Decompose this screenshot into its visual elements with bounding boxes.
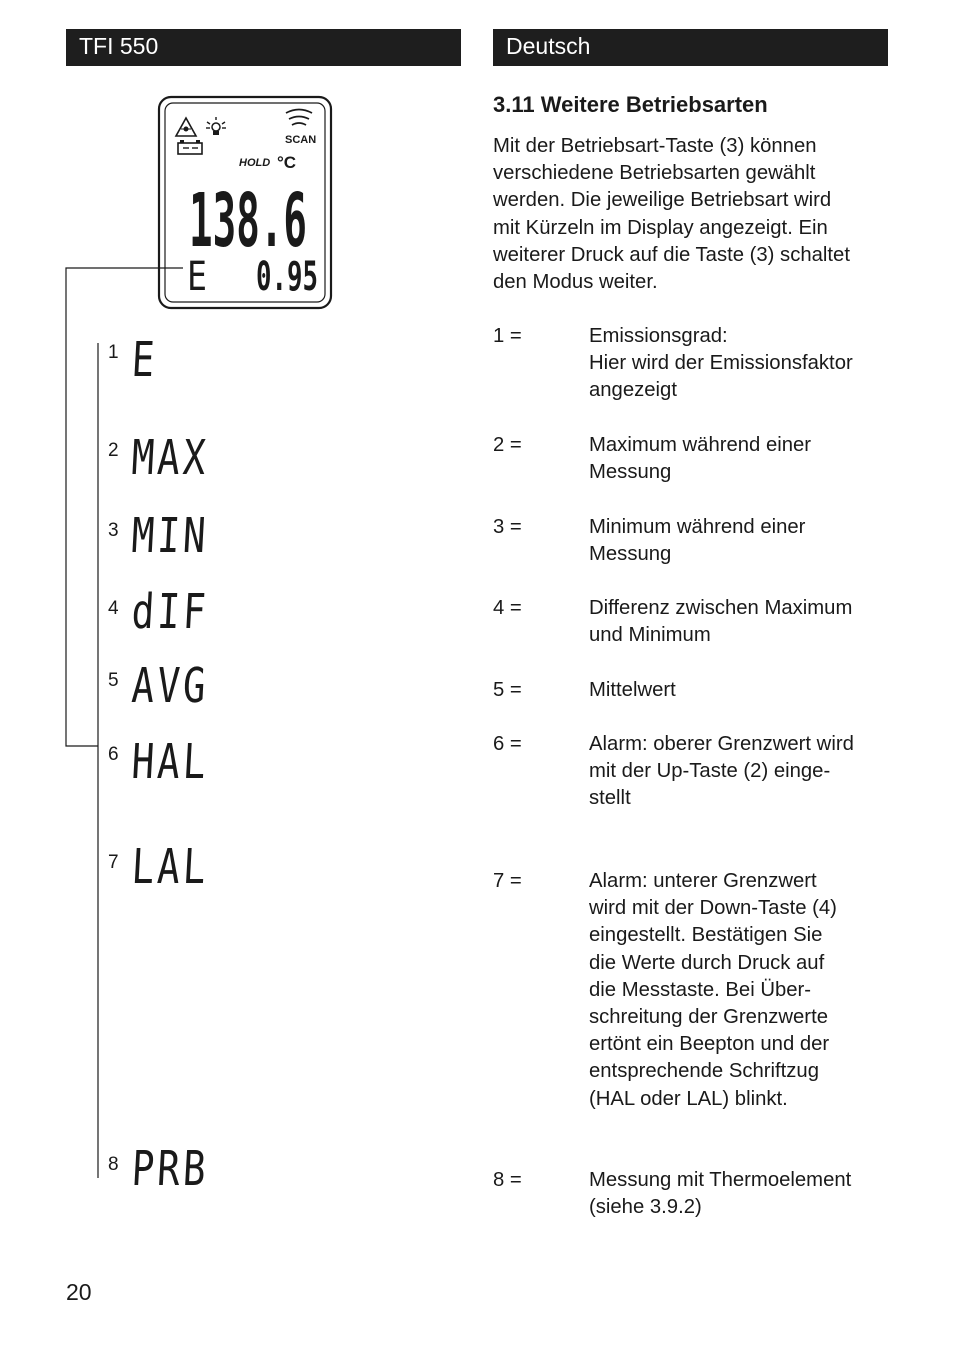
- mode-code-number: 1: [108, 342, 119, 363]
- mode-description-line: Mittelwert: [589, 679, 676, 701]
- mode-number: 1 =: [493, 325, 522, 347]
- mode-code-dif: dIF: [130, 584, 211, 640]
- mode-description-line: (siehe 3.9.2): [589, 1196, 702, 1219]
- header-language: Deutsch: [493, 29, 888, 66]
- page-number: 20: [66, 1279, 92, 1305]
- intro-paragraph: [493, 133, 888, 296]
- mode-code-number: 4: [108, 598, 119, 619]
- mode-description: [589, 677, 889, 704]
- mode-number: 8 =: [493, 1169, 522, 1191]
- mode-diagram: [0, 0, 470, 1230]
- lcd-display: [0, 0, 470, 1230]
- display-mode-code: E: [187, 254, 207, 300]
- intro-line: weiterer Druck auf die Taste (3) schaltet: [493, 243, 850, 266]
- mode-number: 3 =: [493, 516, 522, 538]
- mode-code-number: 7: [108, 852, 119, 873]
- mode-number: 6 =: [493, 733, 522, 755]
- mode-description-line: Maximum während einer: [589, 434, 812, 456]
- mode-code-avg: AVG: [130, 658, 211, 714]
- mode-number: 7 =: [493, 870, 522, 892]
- mode-description: [589, 731, 889, 813]
- mode-description-line: ertönt ein Beepton und der: [589, 1033, 830, 1056]
- intro-line: Mit der Betriebsart-Taste (3) können: [493, 135, 817, 157]
- mode-code-hal: HAL: [130, 734, 211, 790]
- unit-label: °C: [277, 153, 297, 172]
- laser-warning-icon: [176, 118, 196, 136]
- mode-number: 4 =: [493, 597, 522, 619]
- light-icon: [206, 117, 226, 135]
- mode-description-line: Alarm: oberer Grenzwert wird: [589, 733, 854, 755]
- intro-line: den Modus weiter.: [493, 271, 658, 294]
- hold-label: HOLD: [239, 157, 271, 169]
- mode-code-number: 5: [108, 670, 119, 691]
- mode-code-lal: LAL: [130, 839, 211, 895]
- mode-description-line: Messung mit Thermoelement: [589, 1169, 852, 1191]
- mode-description-line: Hier wird der Emissionsfaktor: [589, 352, 853, 375]
- mode-description-line: Minimum während einer: [589, 516, 806, 538]
- mode-description-line: und Minimum: [589, 624, 711, 647]
- mode-code-e: E: [130, 332, 159, 388]
- section-title: 3.11 Weitere Betriebsarten: [493, 92, 768, 117]
- mode-description-line: die Werte durch Druck auf: [589, 951, 825, 974]
- mode-description-line: schreitung der Grenzwerte: [589, 1006, 828, 1029]
- intro-line: mit Kürzeln im Display angezeigt. Ein: [493, 216, 828, 239]
- mode-description-line: die Messtaste. Bei Über-: [589, 978, 812, 1001]
- mode-description-line: Alarm: unterer Grenzwert: [589, 870, 817, 892]
- mode-code-number: 8: [108, 1154, 119, 1175]
- mode-code-min: MIN: [130, 508, 211, 564]
- mode-description-line: Messung: [589, 543, 672, 566]
- mode-description-line: eingestellt. Bestätigen Sie: [589, 924, 823, 947]
- intro-line: verschiedene Betriebsarten gewählt: [493, 162, 816, 185]
- mode-description: [589, 868, 889, 1113]
- connector-lines: [66, 268, 183, 1178]
- mode-description: [589, 323, 889, 405]
- mode-description: [589, 595, 889, 649]
- mode-description-line: angezeigt: [589, 379, 677, 402]
- mode-code-max: MAX: [130, 430, 211, 486]
- scan-label: SCAN: [285, 134, 317, 146]
- mode-description-line: mit der Up-Taste (2) einge-: [589, 760, 831, 783]
- header-product-name: TFI 550: [66, 29, 461, 66]
- mode-code-number: 3: [108, 520, 119, 541]
- mode-description-line: wird mit der Down-Taste (4): [589, 897, 837, 920]
- battery-icon: [178, 140, 202, 154]
- intro-line: werden. Die jeweilige Betriebsart wird: [493, 189, 832, 212]
- mode-description-line: Differenz zwischen Maximum: [589, 597, 853, 619]
- mode-description-line: Emissionsgrad:: [589, 325, 728, 347]
- mode-number: 2 =: [493, 434, 522, 456]
- display-emissivity-value: 0.95: [256, 254, 318, 300]
- mode-code-number: 2: [108, 440, 119, 461]
- mode-description-line: Messung: [589, 461, 672, 484]
- main-temperature-value: 138.6: [189, 178, 307, 264]
- mode-description-line: entsprechende Schriftzug: [589, 1060, 819, 1083]
- scan-wave-icon: [286, 110, 312, 126]
- mode-description: [589, 514, 889, 568]
- mode-code-prb: PRB: [130, 1141, 211, 1197]
- mode-description-line: stellt: [589, 787, 631, 810]
- mode-description: [589, 432, 889, 486]
- mode-code-number: 6: [108, 744, 119, 765]
- mode-description-line: (HAL oder LAL) blinkt.: [589, 1087, 788, 1110]
- mode-number: 5 =: [493, 679, 522, 701]
- mode-description: [589, 1167, 889, 1221]
